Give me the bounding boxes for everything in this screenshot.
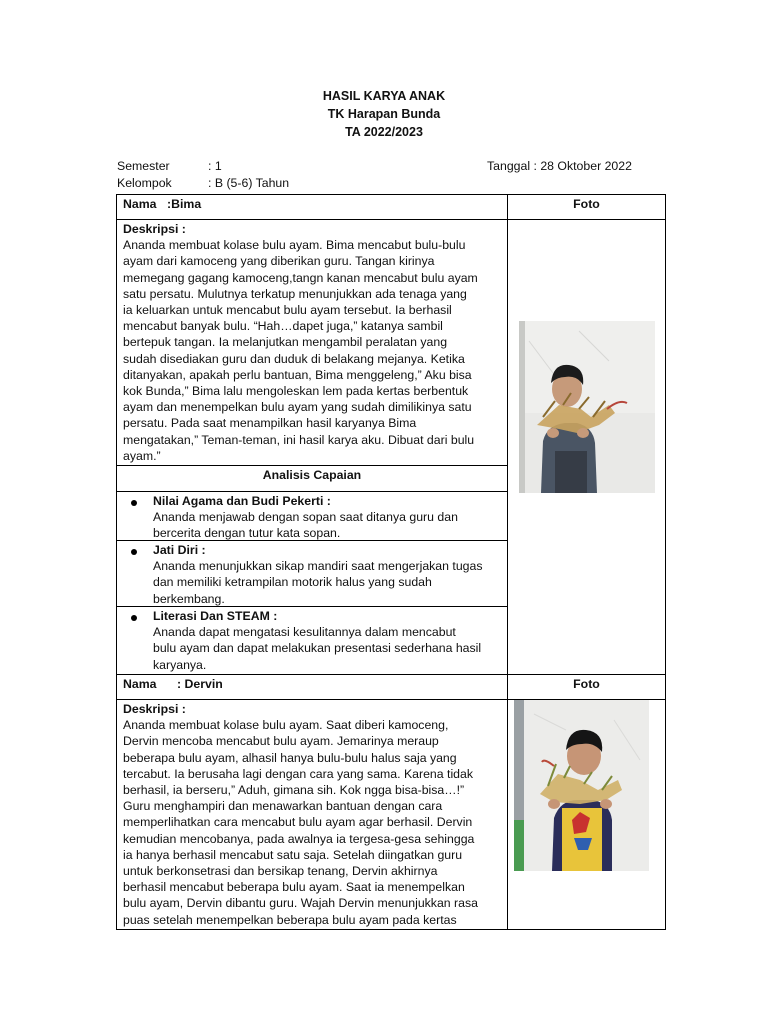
name-label: Nama bbox=[123, 197, 157, 211]
analysis-header-cell bbox=[116, 465, 508, 492]
name-cell-bima bbox=[116, 194, 508, 220]
kelompok-label: Kelompok bbox=[117, 176, 172, 190]
deskripsi-line: ditanyakan, apakah perlu bantuan, Bima menggeleng,” Aku bisa bbox=[123, 367, 472, 382]
photo-bima bbox=[519, 321, 655, 493]
foto-header-cell bbox=[507, 194, 666, 220]
bullet-icon bbox=[131, 549, 137, 555]
description-cell-dervin bbox=[116, 699, 508, 930]
deskripsi-line: ayam dan menempelkan bulu ayam yang sudah dimilikinya satu bbox=[123, 400, 472, 415]
deskripsi-line: beberapa bulu ayam, alhasil hanya bulu-bulu halus saja yang bbox=[123, 750, 457, 765]
deskripsi-line: bertepuk tangan. Ia melanjutkan mengambil peralatan yang bbox=[123, 335, 448, 350]
analysis-line: Ananda menunjukkan sikap mandiri saat mengerjakan tugas bbox=[153, 559, 483, 574]
analysis-line: Ananda dapat mengatasi kesulitannya dalam mencabut bbox=[153, 625, 456, 640]
deskripsi-line: ia keluarkan untuk mencabut bulu ayam tersebut. Ia berhasil bbox=[123, 303, 452, 318]
description-cell-bima bbox=[116, 219, 508, 466]
deskripsi-line: ayam.” bbox=[123, 448, 161, 463]
analysis-line: Ananda menjawab dengan sopan saat ditanya guru dan bbox=[153, 510, 458, 525]
name-value: : Dervin bbox=[177, 677, 223, 691]
date-text: Tanggal : 28 Oktober 2022 bbox=[487, 159, 632, 173]
analysis-line: bercerita dengan tutur kata sopan. bbox=[153, 526, 341, 541]
school-name: TK Harapan Bunda bbox=[327, 107, 441, 121]
analysis-item bbox=[116, 540, 508, 607]
deskripsi-line: tercabut. Ia berusaha lagi dengan cara yang sama. Karena tidak bbox=[123, 766, 474, 781]
name-value: :Bima bbox=[167, 197, 202, 211]
deskripsi-line: persatu. Pada saat menampilkan hasil karyanya Bima bbox=[123, 416, 417, 431]
analysis-title: Nilai Agama dan Budi Pekerti : bbox=[153, 494, 331, 508]
bullet-icon bbox=[131, 500, 137, 506]
semester-value: : 1 bbox=[208, 159, 222, 173]
analysis-title: Literasi Dan STEAM : bbox=[153, 609, 278, 623]
photo-dervin bbox=[514, 700, 649, 871]
name-label: Nama bbox=[123, 677, 157, 691]
analysis-line: berkembang. bbox=[153, 591, 225, 606]
foto-label: Foto bbox=[573, 197, 600, 211]
analysis-item bbox=[116, 491, 508, 541]
deskripsi-line: satu persatu. Mulutnya terkatup menunjukkan ada tenaga yang bbox=[123, 286, 467, 301]
foto-label: Foto bbox=[573, 677, 600, 691]
deskripsi-line: mengatakan,” Teman-teman, ini hasil karya aku. Dibuat dari bulu bbox=[123, 432, 475, 447]
deskripsi-line: puas setelah menempelkan beberapa bulu ayam pada kertas bbox=[123, 912, 457, 927]
kelompok-value: : B (5-6) Tahun bbox=[208, 176, 290, 190]
semester-label: Semester bbox=[117, 159, 170, 173]
deskripsi-line: berhasil mencabut beberapa bulu ayam. Saat ia menempelkan bbox=[123, 880, 465, 895]
analysis-title: Jati Diri : bbox=[153, 543, 206, 557]
foto-header-cell bbox=[507, 674, 666, 700]
deskripsi-line: Ananda membuat kolase bulu ayam. Bima mencabut bulu-bulu bbox=[123, 238, 466, 253]
deskripsi-line: ayam dari kamoceng yang diberikan guru. Tangan kirinya bbox=[123, 254, 435, 269]
deskripsi-line: sudah disediakan guru dan duduk di belakang mejanya. Ketika bbox=[123, 351, 465, 366]
analysis-header: Analisis Capaian bbox=[262, 468, 362, 482]
deskripsi-line: Ananda membuat kolase bulu ayam. Saat diberi kamoceng, bbox=[123, 718, 449, 733]
bullet-icon bbox=[131, 615, 137, 621]
name-cell-dervin bbox=[116, 674, 508, 700]
deskripsi-line: Dervin mencoba mencabut bulu ayam. Jemarinya meraup bbox=[123, 734, 439, 749]
deskripsi-line: mencabut banyak bulu. “Hah…dapet juga,” katanya sambil bbox=[123, 319, 443, 334]
doc-title: HASIL KARYA ANAK bbox=[322, 89, 446, 103]
deskripsi-line: bulu ayam, Dervin dibantu guru. Wajah Dervin menunjukkan rasa bbox=[123, 896, 478, 911]
school-year: TA 2022/2023 bbox=[345, 125, 423, 139]
deskripsi-line: Guru menghampiri dan menawarkan bantuan dengan cara bbox=[123, 799, 443, 814]
deskripsi-line: untuk berkonsetrasi dan bersikap tenang, Dervin akhirnya bbox=[123, 864, 438, 879]
deskripsi-line: ia hanya berhasil mencabut satu saja. Setelah diingatkan guru bbox=[123, 847, 463, 862]
analysis-line: karyanya. bbox=[153, 657, 207, 672]
deskripsi-label: Deskripsi : bbox=[123, 702, 186, 716]
analysis-item bbox=[116, 606, 508, 675]
deskripsi-label: Deskripsi : bbox=[123, 222, 186, 236]
analysis-line: bulu ayam dan dapat melakukan presentasi sederhana hasil bbox=[153, 641, 482, 656]
analysis-line: dan memiliki ketrampilan motorik halus yang sudah bbox=[153, 575, 432, 590]
deskripsi-line: memegang gagang kamoceng,tangn kanan mencabut bulu ayam bbox=[123, 270, 478, 285]
deskripsi-line: memperlihatkan cara mencabut bulu ayam agar berhasil. Dervin bbox=[123, 815, 473, 830]
deskripsi-line: kemudian mencobanya, pada awalnya ia tergesa-gesa sehingga bbox=[123, 831, 475, 846]
deskripsi-line: kok Bunda,” Bima lalu mengoleskan lem pada kertas berbentuk bbox=[123, 384, 469, 399]
deskripsi-line: berhasil, ia berseru,” Aduh, gimana sih. Kok ngga bisa-bisa…!” bbox=[123, 783, 465, 798]
